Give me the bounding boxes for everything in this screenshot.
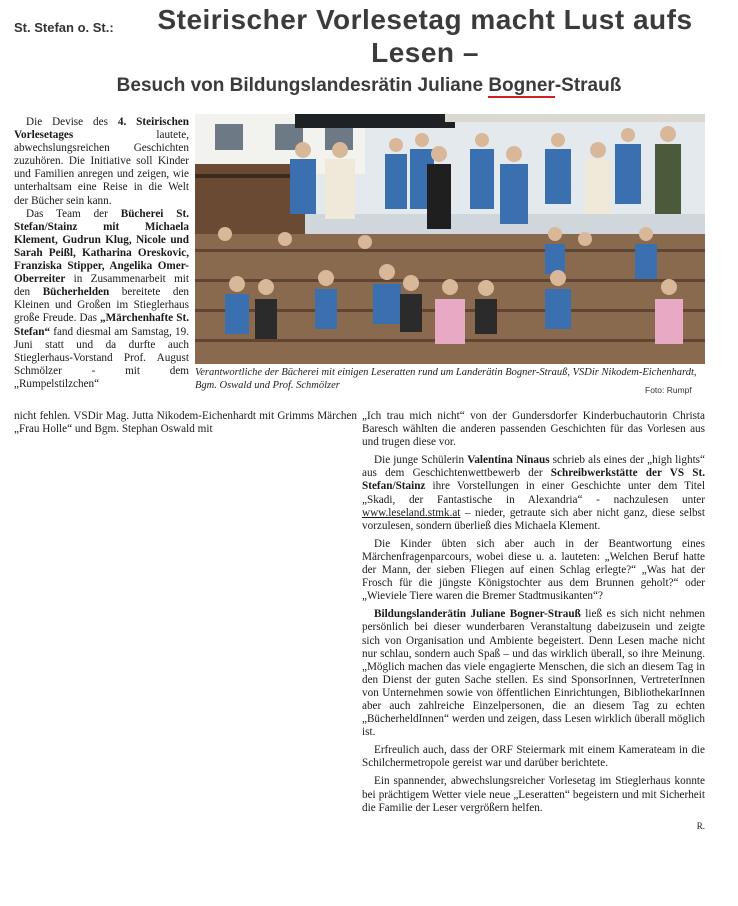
text: in Zusammenarbeit mit den <box>14 273 189 299</box>
author-signature: R. <box>696 820 705 831</box>
bold-text: „Märchenhafte St. Stefan“ <box>14 312 189 338</box>
paragraph: Erfreulich auch, dass der ORF Steiermark mit einem Kamerateam in die Schilchermetropole gereist war und darüber berichtete. <box>362 744 705 770</box>
bold-text: Schreibwerkstätte der VS St. Stefan/Stainz <box>362 467 705 493</box>
text: fand diesmal am Samstag, 19. Juni statt und da durfte auch Stieglerhaus-Vorstand Prof. August Schmölzer - mit dem „Rumpelstilzchen“ <box>14 325 189 390</box>
photo-caption: Verantwortliche der Bücherei mit einigen Leseratten rund um Landerätin Bogner-Strauß, VSDir Nikodem-Eichenhardt, Bgm. Oswald und Prof. Schmölzer <box>195 367 697 391</box>
bold-text: 4. Steirischen Vorlesetages <box>14 116 189 142</box>
paragraph <box>14 116 189 208</box>
bold-text: Bildungslanderätin Juliane Bogner-Strauß <box>374 608 581 621</box>
text: ließ es sich nicht nehmen persönlich bei dieser wunderbaren Veranstaltung dabeizusein und zeigte sich von Organisation und Ambiente begeistert. Denn Lesen mache nicht nur schlau, sondern auch Spaß – und das wirklich überall, so ihre Meinung. „Möglich machen das viele engagierte Menschen, die sich an diesem Tag in den Dienst der guten Sache stellen. Es sind SponsorInnen, VertreterInnen von Unternehmen sowie von öffentlichen Einrichtungen, BibliothekarInnen aber auch zahlreiche Einzelpersonen, die an diesem Tag zu echten „BücherheldInnen“ werden und zeigen, dass Lesen wirklich überall möglich ist. <box>362 608 705 739</box>
paragraph <box>362 454 705 533</box>
subheadline <box>10 75 728 97</box>
article-wide-line: nicht fehlen. VSDir Mag. Jutta Nikodem-Eichenhardt mit Grimms Märchen „Frau Holle“ und Bgm. Stephan Oswald mit <box>14 410 357 436</box>
text: Die Devise des <box>26 116 118 128</box>
text: bereitete den Kleinen und Großen im Stieglerhaus große Freude. Das <box>14 286 189 325</box>
text: schrieb als eines der „high lights“ aus dem Geschichtenwettbewerb der <box>362 454 705 480</box>
paragraph: Die Kinder übten sich aber auch in der Beantwortung eines Märchenfragenparcours, wobei diese u. a. lauteten: „Welchen Beruf hatte der Mann, der sieben Fliegen auf einen Schlag erlegte?“ „Was hat der Frosch für die jüngste Königstochter aus dem Brunnen geholt?“ oder „Wieviele Tiere waren die Bremer Stadtmusikanten“? <box>362 537 705 603</box>
paragraph: „Ich trau mich nicht“ von der Gundersdorfer Kinderbuchautorin Christa Baresch wählten die anderen passenden Geschichten für das Vorlesen aus und trugen diese vor. <box>362 410 705 449</box>
subhead-suffix: -Strauß <box>554 75 622 96</box>
section-rubric: St. Stefan o. St.: <box>14 20 114 35</box>
group-photo <box>195 114 705 364</box>
text: – nieder, getraute sich aber nicht ganz, diese selbst vorzulesen, sondern überließ dies Michaela Klement. <box>362 506 705 532</box>
subhead-prefix: Besuch von Bildungslandesrätin Juliane <box>116 75 489 96</box>
group-photo-illustration <box>195 114 705 364</box>
paragraph: Ein spannender, abwechslungsreicher Vorlesetag im Stieglerhaus konnte bei prächtigem Wetter viele neue „Leseratten“ begeistern und mit Sicherheit die Familie der Leser vergrößern helfen. <box>362 775 705 814</box>
article-column-left <box>14 116 189 391</box>
bold-text: Bücherei St. Stefan/Stainz mit Michaela Klement, Gudrun Klug, Nicole und Sarah Peißl, Katharina Oreskovic, Franziska Stipper, Angelika Omer-Oberreiter <box>14 207 190 286</box>
bold-text: Valentina Ninaus <box>467 454 550 467</box>
headline: Steirischer Vorlesetag macht Lust aufs Lesen – <box>157 4 693 68</box>
text: Das Team der <box>26 207 121 220</box>
article-column-right <box>362 410 705 833</box>
subhead-marked: Bogner <box>488 75 555 96</box>
text: lautete, abwechslungsreichen Geschichten zuzuhören. Die Initiative soll Kinder und Familien anregen und zeigen, wie unterhaltsam eine Reise in die Welt der Bücher sein kann. <box>14 129 189 207</box>
leseland-link[interactable]: www.leseland.stmk.at <box>362 506 461 519</box>
bold-text: Bücherhelden <box>42 286 110 299</box>
paragraph <box>14 208 189 391</box>
text: Die junge Schülerin <box>374 454 468 467</box>
photo-credit: Foto: Rumpf <box>645 385 692 395</box>
text: ihre Vorstellungen in einer Geschichte unter dem Titel „Skadi, der Fantastische in Alexandria“ - nachzulesen unter <box>362 480 705 506</box>
paragraph <box>362 608 705 739</box>
